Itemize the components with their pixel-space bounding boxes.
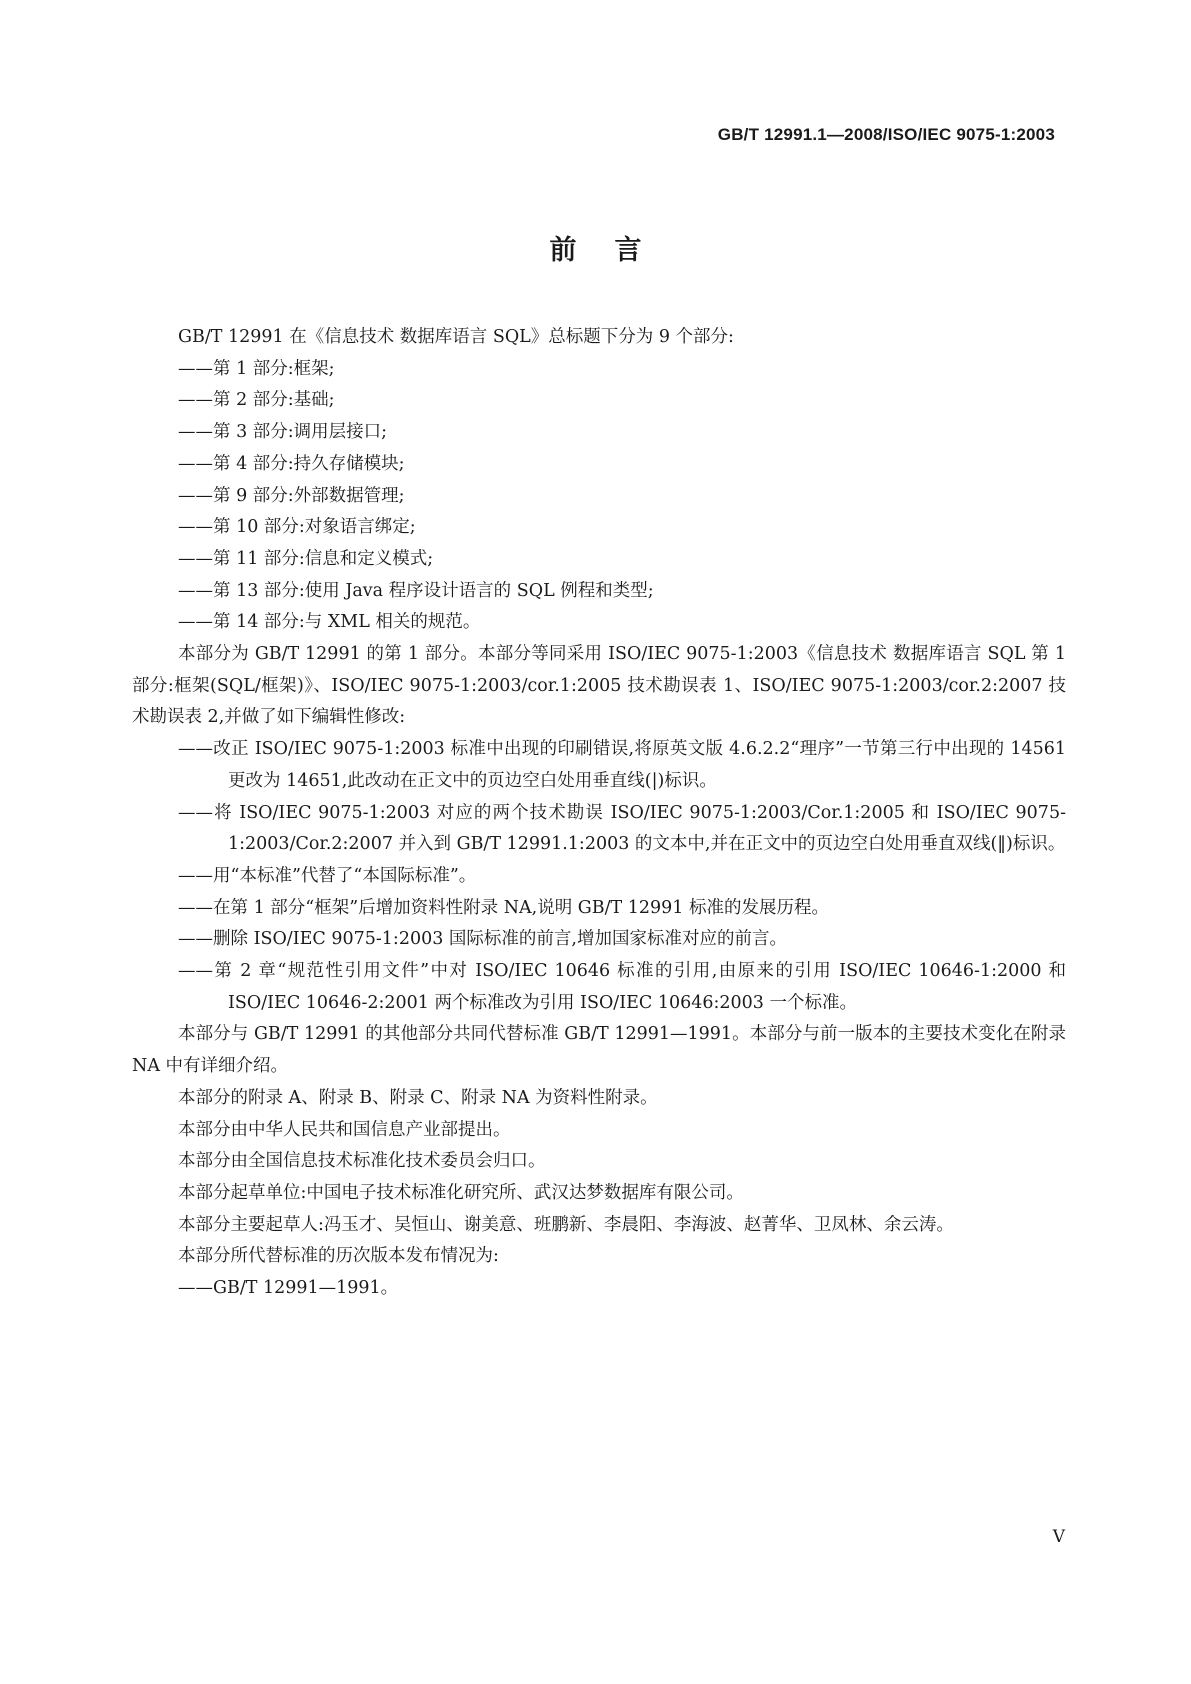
part-list-item: ——第 9 部分:外部数据管理; [178, 485, 405, 506]
history-list-item: ——GB/T 12991—1991。 [178, 1278, 399, 1299]
intro-paragraph: GB/T 12991 在《信息技术 数据库语言 SQL》总标题下分为 9 个部分: [178, 327, 734, 347]
modification-item: ——删除 ISO/IEC 9075-1:2003 国际标准的前言,增加国家标准对应的前言。 [178, 929, 787, 950]
part-list-item: ——第 2 部分:基础; [178, 390, 335, 411]
history-intro-paragraph: 本部分所代替标准的历次版本发布情况为: [178, 1246, 499, 1267]
replacement-paragraph: 本部分与 GB/T 12991 的其他部分共同代替标准 GB/T 12991—1991。本部分与前一版本的主要技术变化在附录 NA 中有详细介绍。 [132, 1024, 1066, 1077]
modification-item: ——改正 ISO/IEC 9075-1:2003 标准中出现的印刷错误,将原英文版 4.6.2.2“理序”一节第三行中出现的 14561 更改为 14651,此改动在正文中的页边空白处用垂直线(|)标识。 [178, 739, 1066, 791]
standard-number-header: GB/T 12991.1—2008/ISO/IEC 9075-1:2003 [717, 125, 1055, 144]
modification-item: ——第 2 章“规范性引用文件”中对 ISO/IEC 10646 标准的引用,由原来的引用 ISO/IEC 10646-1:2000 和 ISO/IEC 10646-2:2001 两个标准改为引用 ISO/IEC 10646:2003 一个标准。 [178, 961, 1066, 1013]
modification-item: ——将 ISO/IEC 9075-1:2003 对应的两个技术勘误 ISO/IEC 9075-1:2003/Cor.1:2005 和 ISO/IEC 9075-1:2003/Cor.2:2007 并入到 GB/T 12991.1:2003 的文本中,并在正文中的页边空白处用垂直双线(‖)标识。 [178, 802, 1066, 855]
page-title: 前言 [549, 235, 680, 266]
drafters-paragraph: 本部分主要起草人:冯玉才、吴恒山、谢美意、班鹏新、李晨阳、李海波、赵菁华、卫凤林、余云涛。 [178, 1214, 954, 1235]
proposer-paragraph: 本部分由中华人民共和国信息产业部提出。 [178, 1119, 511, 1140]
modification-item: ——用“本标准”代替了“本国际标准”。 [178, 865, 477, 886]
part-list-item: ——第 1 部分:框架; [178, 358, 335, 379]
part-list-item: ——第 3 部分:调用层接口; [178, 422, 388, 443]
modification-item: ——在第 1 部分“框架”后增加资料性附录 NA,说明 GB/T 12991 标准的发展历程。 [178, 897, 829, 918]
part-list-item: ——第 4 部分:持久存储模块; [178, 453, 405, 474]
part-list-item: ——第 14 部分:与 XML 相关的规范。 [178, 612, 481, 633]
part-list-item: ——第 11 部分:信息和定义模式; [178, 548, 434, 569]
centralized-paragraph: 本部分由全国信息技术标准化技术委员会归口。 [178, 1151, 546, 1172]
part-list-item: ——第 13 部分:使用 Java 程序设计语言的 SQL 例程和类型; [178, 580, 654, 601]
drafting-units-paragraph: 本部分起草单位:中国电子技术标准化研究所、武汉达梦数据库有限公司。 [178, 1182, 744, 1203]
page-number: V [1052, 1527, 1065, 1547]
foreword-body [132, 322, 1066, 1305]
annex-paragraph: 本部分的附录 A、附录 B、附录 C、附录 NA 为资料性附录。 [178, 1087, 658, 1108]
adoption-paragraph: 本部分为 GB/T 12991 的第 1 部分。本部分等同采用 ISO/IEC 9075-1:2003《信息技术 数据库语言 SQL 第 1 部分:框架(SQL/框架)》、ISO/IEC 9075-1:2003/cor.1:2005 技术勘误表 1、ISO/IEC 9075-1:2003/cor.2:2007 技术勘误表 2,并做了如下编辑性修改: [132, 644, 1066, 728]
part-list-item: ——第 10 部分:对象语言绑定; [178, 517, 416, 538]
